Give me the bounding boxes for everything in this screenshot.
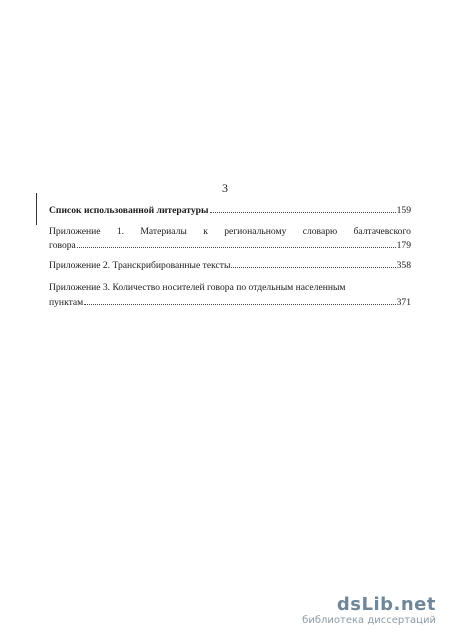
toc-leader-dots bbox=[231, 267, 395, 268]
dslib-watermark bbox=[302, 594, 436, 626]
toc-entry-appendix-2 bbox=[49, 260, 411, 271]
toc-word: словарю bbox=[302, 226, 338, 237]
toc-word: Приложение bbox=[49, 226, 101, 237]
toc-entry-appendix-1-line-1 bbox=[49, 226, 411, 237]
toc-word: к bbox=[203, 226, 208, 237]
toc-entry-page: 159 bbox=[396, 205, 411, 216]
toc-entry-page: 371 bbox=[396, 297, 411, 308]
toc-entry-page: 179 bbox=[396, 240, 411, 251]
watermark-subtitle: библиотека диссертаций bbox=[302, 615, 436, 626]
toc-word: 1. bbox=[116, 226, 125, 237]
toc-word: балтачевского bbox=[353, 226, 411, 237]
toc-leader-dots bbox=[77, 247, 396, 248]
toc-entry-label: Список использованной литературы bbox=[49, 205, 209, 216]
watermark-brand: dsLib.net bbox=[336, 594, 436, 615]
margin-mark bbox=[36, 193, 37, 225]
toc-leader-dots bbox=[210, 212, 396, 213]
toc-entry-label: пунктам bbox=[49, 297, 84, 308]
toc-entry-label: Приложение 3. Количество носителей говора по отдельным населенным bbox=[49, 282, 346, 293]
toc-leader-dots bbox=[84, 304, 395, 305]
toc-entry-bibliography bbox=[49, 205, 411, 216]
toc-entry-appendix-1-line-2 bbox=[49, 240, 411, 251]
toc-entry-label: говора bbox=[49, 240, 76, 251]
toc-entry-label: Приложение 2. Транскрибированные тексты bbox=[49, 260, 231, 271]
toc-word: региональному bbox=[224, 226, 287, 237]
page-number: 3 bbox=[222, 181, 228, 195]
toc-entry-page: 358 bbox=[396, 260, 411, 271]
toc-entry-appendix-3-line-2 bbox=[49, 297, 411, 308]
toc-word: Материалы bbox=[140, 226, 187, 237]
toc-entry-appendix-3-line-1 bbox=[49, 282, 411, 293]
